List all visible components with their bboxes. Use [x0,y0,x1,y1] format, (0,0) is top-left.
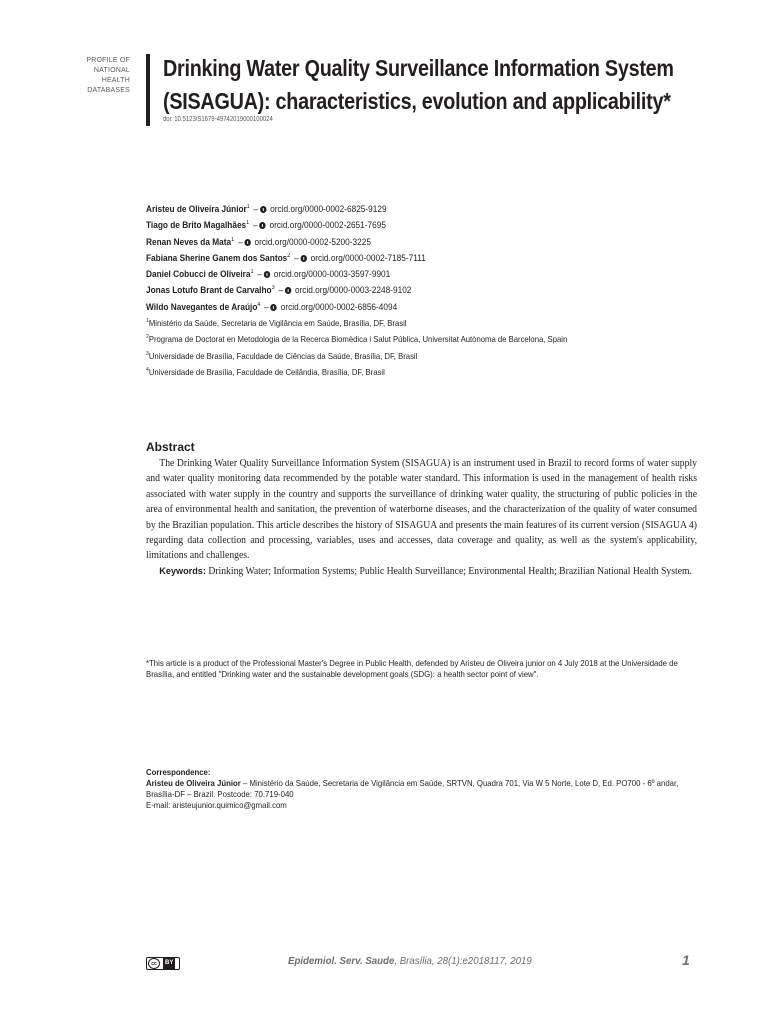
orcid-icon [271,304,277,311]
creative-commons-icon: cc [148,958,160,969]
dash: – [253,204,259,214]
author-row [146,298,661,314]
abstract-heading: Abstract [146,440,195,454]
orcid-link[interactable]: orcid.org/0000-0003-2248-9102 [294,285,412,296]
orcid-link[interactable]: orcid.org/0000-0002-5200-3225 [254,236,371,247]
keywords-text: Drinking Water; Information Systems; Public Health Surveillance; Environmental Health; Brazilian National Health System. [208,565,692,577]
orcid-icon [300,255,306,262]
page-number: 1 [682,952,690,968]
author-affiliation-marker: 4 [257,301,261,308]
affiliation-list [146,314,706,379]
author-affiliation-marker: 2 [287,252,291,259]
attribution-icon: BY [163,958,175,969]
affiliation-row [146,314,661,330]
orcid-icon [264,271,270,278]
correspondence-email[interactable]: E-mail: aristeujunior.quimico@gmail.com [146,800,287,810]
dash: – [294,252,299,263]
author-row [146,249,661,265]
cc-license-badge[interactable] [146,957,180,970]
keywords [146,564,697,579]
author-name: Wildo Navegantes de Araújo [146,301,258,312]
author-affiliation-marker: 3 [271,285,275,292]
section-label-line: HEALTH [101,77,130,84]
affiliation-marker: 1 [146,318,149,324]
affiliation-text: Universidade de Brasília, Faculdade de Ciências da Saúde, Brasília, DF, Brasil [148,350,418,361]
doi-link[interactable]: doi: 10.5123/S1679-49742019000100024 [163,116,273,123]
orcid-link[interactable]: orcid.org/0000-0002-6856-4094 [280,301,398,312]
author-name: Tiago de Brito Magalhães [146,220,247,231]
author-name: Renan Neves da Mata [146,236,232,247]
author-affiliation-marker: 1 [250,269,254,276]
author-name: Aristeu de Oliveira Júnior [146,204,247,214]
author-affiliation-marker: 1 [246,204,250,210]
affiliation-row [146,347,661,363]
orcid-icon [259,222,265,229]
author-affiliation-marker: 1 [231,236,235,243]
author-affiliation-marker: 1 [246,220,250,227]
section-label-line: PROFILE OF [86,57,130,64]
article-footnote: *This article is a product of the Professional Master's Degree in Public Health, defended by Aristeu de Oliveira junior on 4 July 2018 at the Universidade de Brasília, and entitled "Drinking water and the sustainable development goals (SDG): a health sector point of view". [146,658,678,679]
dash: – [252,220,258,231]
article-title [163,52,674,118]
affiliation-marker: 3 [146,350,149,357]
affiliation-row [146,363,661,379]
orcid-link[interactable]: orcid.org/0000-0002-6825-9129 [270,204,387,214]
section-label-line: DATABASES [87,87,130,94]
citation-details: , Brasília, 28(1):e2018117, 2019 [394,956,532,967]
author-row [146,200,661,216]
article-title-line: Drinking Water Quality Surveillance Information System [163,55,674,81]
author-row [146,233,661,249]
author-name: Fabiana Sherine Ganem dos Santos [146,252,288,263]
orcid-link[interactable]: orcid.org/0000-0002-7185-7111 [310,252,426,263]
keywords-label: Keywords: [159,565,206,577]
correspondence-address-text: – Ministério da Saúde, Secretaria de Vigilância em Saúde, SRTVN, Quadra 701, Via W 5 Norte, Lote D, Ed. PO700 - 6º andar, Brasília-DF – Brazil. Postcode: 70.719-040 [146,778,679,799]
dash: – [278,285,283,296]
affiliation-marker: 4 [146,366,149,373]
orcid-link[interactable]: orcid.org/0000-0003-3597-9901 [273,269,391,280]
orcid-icon [285,287,291,294]
affiliation-text: Ministério da Saúde, Secretaria de Vigilância em Saúde, Brasília, DF, Brasil [148,317,407,328]
affiliation-row [146,330,661,346]
orcid-icon [244,239,250,246]
correspondence-title: Correspondence: [146,767,211,777]
correspondence-name: Aristeu de Oliveira Júnior [146,778,241,788]
orcid-icon [260,206,266,213]
affiliation-marker: 2 [146,334,149,341]
abstract-text: The Drinking Water Quality Surveillance Information System (SISAGUA) is an instrument used in Brazil to record forms of water supply and water quality monitoring data recommended by the potable water standard. This information is used in the management of health risks associated with water supply in the country and supports the surveillance of drinking water quality, the structuring of public policies in the area of environmental health and sanitation, the prevention of waterborne diseases, and the characterization of the quality of water consumed by the Brazilian population. This article describes the history of SISAGUA and presents the main features of its current version (SISAGUA 4) regarding data collection and processing, variables, uses and accesses, data coverage and quality, as well as the system's applicability, limitations and challenges. [146,458,698,562]
orcid-link[interactable]: orcid.org/0000-0002-2651-7695 [269,220,386,231]
section-label-line: NATIONAL [93,67,130,74]
author-row [146,265,661,281]
article-title-line: (SISAGUA): characteristics, evolution and applicability* [163,88,671,114]
author-row [146,216,661,232]
affiliation-text: Programa de Doctorat en Metodologia de la Recerca Biomèdica i Salut Pública, Universitat Autònoma de Barcelona, Spain [148,334,568,345]
affiliation-text: Universidade de Brasília, Faculdade de Ceilândia, Brasília, DF, Brasil [148,366,385,377]
author-row [146,281,661,297]
dash: – [264,301,269,312]
author-name: Daniel Cobucci de Oliveira [146,269,251,280]
abstract-body [146,456,697,579]
author-list [146,200,706,314]
section-label [60,56,130,96]
journal-name: Epidemiol. Serv. Saude [288,956,395,967]
title-accent-bar [146,54,150,126]
dash: – [237,236,243,247]
dash: – [257,269,262,280]
journal-citation [288,956,532,967]
correspondence-address [146,778,704,800]
author-name: Jonas Lotufo Brant de Carvalho [146,285,272,296]
correspondence-block [146,767,704,811]
